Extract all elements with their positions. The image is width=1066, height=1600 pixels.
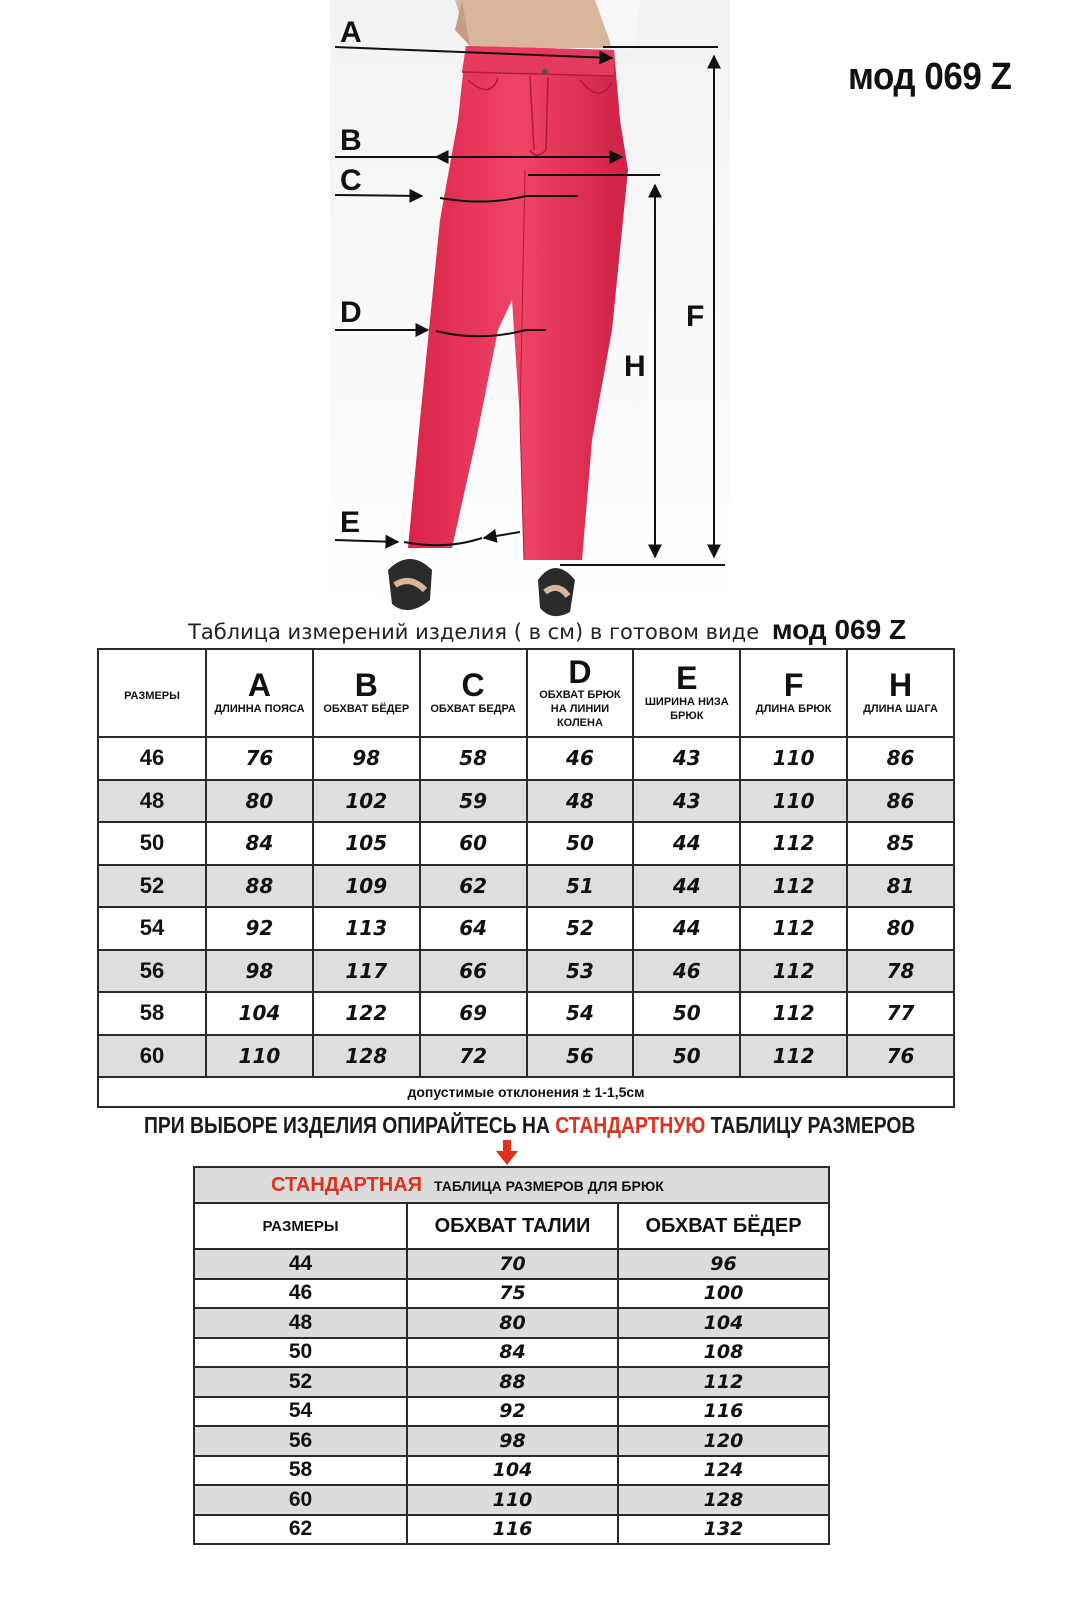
- caption-text: Таблица измерений изделия ( в см) в готовом виде: [188, 620, 760, 644]
- value-cell: 48: [527, 780, 634, 823]
- standard-header-row: [194, 1203, 829, 1249]
- sizes-header: РАЗМЕРЫ: [124, 689, 180, 702]
- column-name: ОБХВАТ БЁДЕР: [323, 702, 410, 715]
- value-cell: 85: [847, 822, 954, 865]
- column-header-c: [420, 649, 527, 737]
- value-cell: 110: [740, 737, 847, 780]
- table-row: [194, 1485, 829, 1515]
- value-cell: 50: [633, 1035, 740, 1078]
- standard-hips-cell: 112: [618, 1367, 829, 1397]
- value-cell: 44: [633, 907, 740, 950]
- table-row: [98, 907, 954, 950]
- value-cell: 72: [420, 1035, 527, 1078]
- standard-size-cell: 48: [194, 1308, 407, 1338]
- standard-hips-cell: 116: [618, 1397, 829, 1427]
- column-header-e: [633, 649, 740, 737]
- measure-label-f: F: [686, 300, 705, 333]
- standard-size-cell: 50: [194, 1338, 407, 1368]
- column-name: ОБХВАТ БЕДРА: [430, 702, 516, 715]
- sizes-header-cell: [98, 649, 206, 737]
- size-cell: 60: [98, 1035, 206, 1078]
- table-row: [194, 1515, 829, 1545]
- value-cell: 51: [527, 865, 634, 908]
- column-name: ДЛИННА ПОЯСА: [214, 702, 305, 715]
- standard-hips-cell: 132: [618, 1515, 829, 1545]
- value-cell: 53: [527, 950, 634, 993]
- choose-note-after: ТАБЛИЦУ РАЗМЕРОВ: [705, 1112, 916, 1138]
- value-cell: 56: [527, 1035, 634, 1078]
- tolerance-row: [98, 1077, 954, 1107]
- measurements-body: [98, 737, 954, 1107]
- standard-size-cell: 56: [194, 1426, 407, 1456]
- size-cell: 50: [98, 822, 206, 865]
- model-title: мод 069 Z: [848, 56, 1012, 98]
- standard-title-row: [194, 1167, 829, 1203]
- value-cell: 92: [206, 907, 313, 950]
- standard-waist-cell: 84: [407, 1338, 618, 1368]
- value-cell: 112: [740, 865, 847, 908]
- measure-label-b: B: [340, 124, 362, 157]
- table-row: [194, 1456, 829, 1486]
- table-row: [194, 1338, 829, 1368]
- standard-size-cell: 60: [194, 1485, 407, 1515]
- value-cell: 46: [527, 737, 634, 780]
- table-row: [98, 950, 954, 993]
- table-row: [98, 822, 954, 865]
- standard-hips-cell: 124: [618, 1456, 829, 1486]
- measure-label-c: C: [340, 164, 362, 197]
- value-cell: 110: [740, 780, 847, 823]
- value-cell: 98: [313, 737, 420, 780]
- table-caption: [188, 614, 906, 646]
- value-cell: 81: [847, 865, 954, 908]
- standard-size-cell: 54: [194, 1397, 407, 1427]
- value-cell: 110: [206, 1035, 313, 1078]
- value-cell: 80: [206, 780, 313, 823]
- column-name: ШИРИНА НИЗА БРЮК: [644, 696, 729, 722]
- standard-waist-cell: 116: [407, 1515, 618, 1545]
- measure-label-a: A: [340, 16, 362, 49]
- table-row: [98, 737, 954, 780]
- value-cell: 59: [420, 780, 527, 823]
- standard-waist-cell: 110: [407, 1485, 618, 1515]
- standard-size-table: [193, 1166, 830, 1545]
- column-letter: A: [247, 667, 271, 704]
- standard-waist-cell: 70: [407, 1249, 618, 1279]
- value-cell: 78: [847, 950, 954, 993]
- value-cell: 102: [313, 780, 420, 823]
- size-cell: 58: [98, 992, 206, 1035]
- value-cell: 69: [420, 992, 527, 1035]
- table-row: [98, 992, 954, 1035]
- value-cell: 105: [313, 822, 420, 865]
- column-letter: H: [888, 667, 913, 704]
- table-row: [194, 1279, 829, 1309]
- value-cell: 54: [527, 992, 634, 1035]
- value-cell: 60: [420, 822, 527, 865]
- standard-title-highlight: СТАНДАРТНАЯ: [271, 1173, 423, 1196]
- standard-size-cell: 44: [194, 1249, 407, 1279]
- tolerance-note: допустимые отклонения ± 1-1,5см: [98, 1077, 954, 1107]
- value-cell: 112: [740, 1035, 847, 1078]
- choose-note: [144, 1112, 915, 1139]
- column-header-a: [206, 649, 313, 737]
- size-cell: 52: [98, 865, 206, 908]
- standard-waist-cell: 88: [407, 1367, 618, 1397]
- choose-note-highlight: СТАНДАРТНУЮ: [555, 1112, 706, 1138]
- table-row: [98, 1035, 954, 1078]
- value-cell: 50: [527, 822, 634, 865]
- standard-hips-cell: 96: [618, 1249, 829, 1279]
- value-cell: 52: [527, 907, 634, 950]
- standard-hips-cell: 100: [618, 1279, 829, 1309]
- standard-size-cell: 58: [194, 1456, 407, 1486]
- standard-title: [194, 1167, 829, 1203]
- table-row: [98, 865, 954, 908]
- value-cell: 80: [847, 907, 954, 950]
- value-cell: 66: [420, 950, 527, 993]
- size-cell: 46: [98, 737, 206, 780]
- standard-waist-cell: 75: [407, 1279, 618, 1309]
- standard-size-cell: 52: [194, 1367, 407, 1397]
- value-cell: 76: [847, 1035, 954, 1078]
- value-cell: 44: [633, 865, 740, 908]
- value-cell: 98: [206, 950, 313, 993]
- value-cell: 113: [313, 907, 420, 950]
- value-cell: 112: [740, 950, 847, 993]
- value-cell: 58: [420, 737, 527, 780]
- standard-hips-cell: 108: [618, 1338, 829, 1368]
- measurements-header-row: [98, 649, 954, 737]
- standard-header-hips: ОБХВАТ БЁДЕР: [618, 1203, 829, 1249]
- value-cell: 112: [740, 992, 847, 1035]
- table-row: [194, 1308, 829, 1338]
- standard-waist-cell: 98: [407, 1426, 618, 1456]
- value-cell: 43: [633, 780, 740, 823]
- table-row: [194, 1426, 829, 1456]
- standard-hips-cell: 128: [618, 1485, 829, 1515]
- measure-label-e: E: [340, 506, 361, 539]
- standard-title-rest: ТАБЛИЦА РАЗМЕРОВ ДЛЯ БРЮК: [434, 1177, 664, 1194]
- value-cell: 117: [313, 950, 420, 993]
- measure-label-h: H: [624, 350, 646, 383]
- value-cell: 122: [313, 992, 420, 1035]
- value-cell: 44: [633, 822, 740, 865]
- column-letter: D: [568, 653, 592, 690]
- table-row: [98, 780, 954, 823]
- value-cell: 50: [633, 992, 740, 1035]
- size-cell: 54: [98, 907, 206, 950]
- value-cell: 76: [206, 737, 313, 780]
- value-cell: 109: [313, 865, 420, 908]
- value-cell: 64: [420, 907, 527, 950]
- measure-label-d: D: [340, 296, 362, 329]
- standard-size-cell: 46: [194, 1279, 407, 1309]
- column-letter: B: [354, 667, 378, 704]
- standard-body: [194, 1167, 829, 1544]
- value-cell: 46: [633, 950, 740, 993]
- measurements-table: [97, 648, 955, 1108]
- column-header-f: [740, 649, 847, 737]
- column-header-b: [313, 649, 420, 737]
- value-cell: 112: [740, 822, 847, 865]
- column-name: ОБХВАТ БРЮК НА ЛИНИИ КОЛЕНА: [539, 689, 621, 729]
- table-row: [194, 1397, 829, 1427]
- standard-hips-cell: 104: [618, 1308, 829, 1338]
- value-cell: 86: [847, 737, 954, 780]
- column-header-d: [527, 649, 634, 737]
- value-cell: 62: [420, 865, 527, 908]
- value-cell: 104: [206, 992, 313, 1035]
- size-cell: 48: [98, 780, 206, 823]
- table-row: [194, 1367, 829, 1397]
- standard-waist-cell: 92: [407, 1397, 618, 1427]
- column-letter: F: [783, 667, 804, 704]
- standard-size-cell: 62: [194, 1515, 407, 1545]
- value-cell: 77: [847, 992, 954, 1035]
- product-figure: [0, 0, 1066, 620]
- caption-model: мод 069 Z: [771, 614, 907, 645]
- size-cell: 56: [98, 950, 206, 993]
- standard-waist-cell: 104: [407, 1456, 618, 1486]
- column-name: ДЛИНА БРЮК: [755, 702, 832, 715]
- choose-note-before: ПРИ ВЫБОРЕ ИЗДЕЛИЯ ОПИРАЙТЕСЬ НА: [144, 1112, 556, 1138]
- value-cell: 112: [740, 907, 847, 950]
- table-row: [194, 1249, 829, 1279]
- value-cell: 88: [206, 865, 313, 908]
- value-cell: 86: [847, 780, 954, 823]
- column-header-h: [847, 649, 954, 737]
- value-cell: 128: [313, 1035, 420, 1078]
- column-letter: E: [676, 660, 698, 697]
- value-cell: 43: [633, 737, 740, 780]
- standard-header-waist: ОБХВАТ ТАЛИИ: [407, 1203, 618, 1249]
- column-name: ДЛИНА ШАГА: [863, 702, 938, 715]
- value-cell: 84: [206, 822, 313, 865]
- standard-waist-cell: 80: [407, 1308, 618, 1338]
- column-letter: C: [461, 667, 485, 704]
- down-arrow-icon: [496, 1140, 518, 1166]
- standard-hips-cell: 120: [618, 1426, 829, 1456]
- standard-header-sizes: РАЗМЕРЫ: [194, 1203, 407, 1249]
